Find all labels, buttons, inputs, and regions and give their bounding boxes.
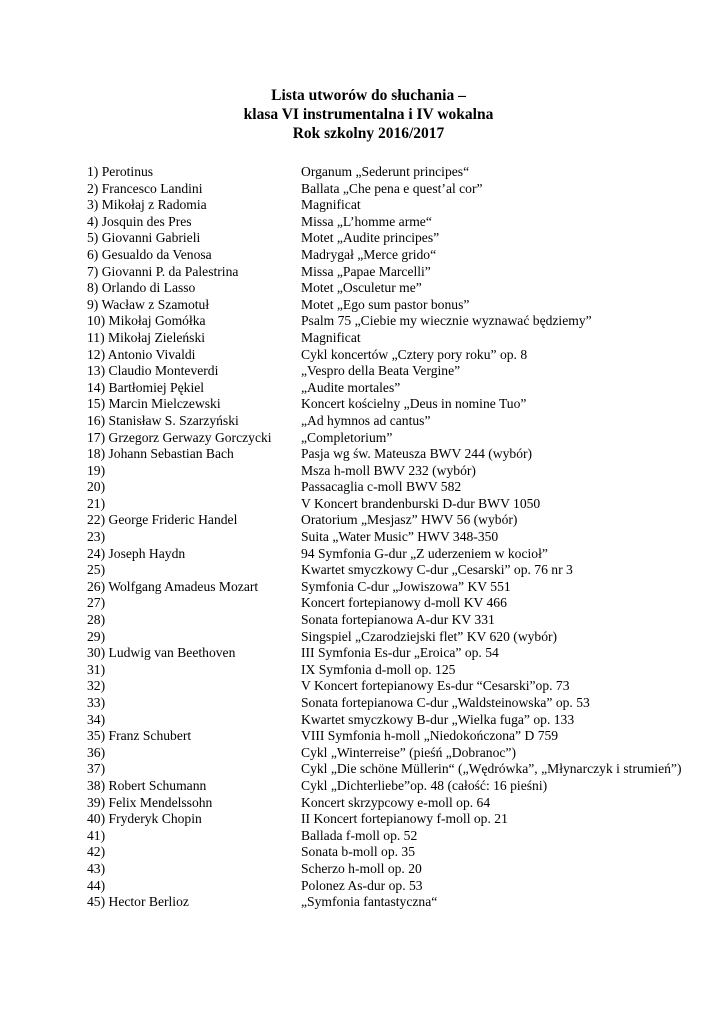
item-work-title: Koncert kościelny „Deus in nomine Tuo” xyxy=(301,396,527,412)
item-work-title: Suita „Water Music” HWV 348-350 xyxy=(301,529,499,545)
list-item xyxy=(87,811,687,828)
list-item xyxy=(87,529,687,546)
item-number-composer: 43) xyxy=(87,860,106,876)
item-work-title: Sonata fortepianowa C-dur „Waldsteinowska” op. 53 xyxy=(301,695,590,710)
item-work-title: Sonata b-moll op. 35 xyxy=(301,844,416,860)
item-work-title: Koncert fortepianowy d-moll KV 466 xyxy=(301,595,507,611)
list-item xyxy=(87,230,687,247)
item-number-composer: 27) xyxy=(87,595,106,611)
item-work-title: Cykl „Winterreise” (pieśń „Dobranoc”) xyxy=(301,744,516,760)
item-work-title: „Audite mortales” xyxy=(301,379,401,395)
item-number-composer: 7) Giovanni P. da Palestrina xyxy=(87,263,239,279)
item-work-title: Psalm 75 „Ciebie my wiecznie wyznawać będziemy” xyxy=(301,313,592,329)
item-work-title: Cykl „Dichterliebe”op. 48 (całość: 16 pieśni) xyxy=(301,777,548,793)
heading-line-2: klasa VI instrumentalna i IV wokalna xyxy=(243,106,494,123)
item-number-composer: 40) Fryderyk Chopin xyxy=(87,811,202,827)
item-number-composer: 42) xyxy=(87,844,106,860)
item-work-title: VIII Symfonia h-moll „Niedokończona” D 759 xyxy=(301,728,559,744)
item-number-composer: 24) Joseph Haydn xyxy=(87,545,186,561)
list-item xyxy=(87,844,687,861)
item-work-title: „Vespro della Beata Vergine” xyxy=(301,363,461,379)
list-item xyxy=(87,297,687,314)
item-work-title: III Symfonia Es-dur „Eroica” op. 54 xyxy=(301,645,499,661)
item-number-composer: 29) xyxy=(87,628,106,644)
list-item xyxy=(87,479,687,496)
item-work-title: Missa „L’homme arme“ xyxy=(301,213,432,229)
list-item xyxy=(87,330,687,347)
item-work-title: Madrygał „Merce grido“ xyxy=(301,246,437,262)
list-item xyxy=(87,795,687,812)
list-item xyxy=(87,512,687,529)
item-work-title: Ballata „Che pena e quest’al cor” xyxy=(301,180,483,196)
list-item xyxy=(87,197,687,214)
item-number-composer: 16) Stanisław S. Szarzyński xyxy=(87,412,239,428)
item-number-composer: 6) Gesualdo da Venosa xyxy=(87,246,212,262)
item-number-composer: 8) Orlando di Lasso xyxy=(87,280,196,296)
list-item xyxy=(87,595,687,612)
list-item xyxy=(87,546,687,563)
item-number-composer: 10) Mikołaj Gomółka xyxy=(87,313,206,329)
item-work-title: Kwartet smyczkowy C-dur „Cesarski” op. 76 nr 3 xyxy=(301,562,573,578)
item-number-composer: 18) Johann Sebastian Bach xyxy=(87,446,234,462)
item-work-title: Organum „Sederunt principes“ xyxy=(301,164,470,179)
item-work-title: Missa „Papae Marcelli” xyxy=(301,263,431,279)
item-work-title: V Koncert fortepianowy Es-dur “Cesarski”op. 73 xyxy=(301,678,570,694)
item-work-title: Symfonia C-dur „Jowiszowa” KV 551 xyxy=(301,578,511,594)
list-item xyxy=(87,828,687,845)
list-item xyxy=(87,612,687,629)
item-number-composer: 14) Bartłomiej Pękiel xyxy=(87,379,205,395)
list-item xyxy=(87,728,687,745)
item-number-composer: 23) xyxy=(87,529,106,545)
list-item xyxy=(87,347,687,364)
item-number-composer: 3) Mikołaj z Radomia xyxy=(87,197,207,213)
list-item xyxy=(87,463,687,480)
item-work-title: Motet „Osculetur me” xyxy=(301,280,422,296)
list-item xyxy=(87,861,687,878)
item-number-composer: 26) Wolfgang Amadeus Mozart xyxy=(87,578,259,594)
list-item xyxy=(87,496,687,513)
list-item xyxy=(87,662,687,679)
list-item xyxy=(87,678,687,695)
list-item xyxy=(87,363,687,380)
list-item xyxy=(87,695,687,712)
list-item xyxy=(87,164,687,181)
document-heading xyxy=(0,86,725,143)
list-item xyxy=(87,761,687,778)
list-item xyxy=(87,181,687,198)
item-number-composer: 45) Hector Berlioz xyxy=(87,894,189,910)
list-item xyxy=(87,280,687,297)
item-work-title: 94 Symfonia G-dur „Z uderzeniem w kocioł” xyxy=(301,545,548,561)
item-work-title: Pasja wg św. Mateusza BWV 244 (wybór) xyxy=(301,446,533,462)
item-number-composer: 19) xyxy=(87,462,106,478)
item-work-title: Sonata fortepianowa A-dur KV 331 xyxy=(301,612,495,628)
item-number-composer: 30) Ludwig van Beethoven xyxy=(87,645,236,661)
list-item xyxy=(87,264,687,281)
list-item xyxy=(87,413,687,430)
list-item xyxy=(87,629,687,646)
item-work-title: Singspiel „Czarodziejski flet” KV 620 (wybór) xyxy=(301,628,558,644)
list-item xyxy=(87,579,687,596)
item-number-composer: 28) xyxy=(87,612,106,628)
item-number-composer: 1) Perotinus xyxy=(87,164,154,179)
item-number-composer: 38) Robert Schumann xyxy=(87,777,207,793)
item-work-title: Motet „Audite principes” xyxy=(301,230,440,246)
item-number-composer: 32) xyxy=(87,678,106,694)
item-number-composer: 11) Mikołaj Zieleński xyxy=(87,329,206,345)
item-work-title: Oratorium „Mesjasz” HWV 56 (wybór) xyxy=(301,512,518,528)
item-number-composer: 39) Felix Mendelssohn xyxy=(87,794,213,810)
heading-line-1: Lista utworów do słuchania – xyxy=(271,87,466,104)
item-number-composer: 9) Wacław z Szamotuł xyxy=(87,296,210,312)
item-number-composer: 31) xyxy=(87,661,106,677)
item-work-title: Magnificat xyxy=(301,329,361,345)
item-work-title: II Koncert fortepianowy f-moll op. 21 xyxy=(301,811,508,827)
item-number-composer: 21) xyxy=(87,495,106,511)
item-number-composer: 20) xyxy=(87,479,106,495)
list-item xyxy=(87,214,687,231)
item-number-composer: 17) Grzegorz Gerwazy Gorczycki xyxy=(87,429,272,445)
item-number-composer: 35) Franz Schubert xyxy=(87,728,192,744)
item-work-title: Polonez As-dur op. 53 xyxy=(301,877,423,893)
item-work-title: Msza h-moll BWV 232 (wybór) xyxy=(301,462,476,478)
item-number-composer: 36) xyxy=(87,744,106,760)
heading-line-3: Rok szkolny 2016/2017 xyxy=(292,125,445,142)
item-number-composer: 25) xyxy=(87,562,106,578)
item-work-title: Motet „Ego sum pastor bonus” xyxy=(301,296,470,312)
list-item xyxy=(87,313,687,330)
item-work-title: Scherzo h-moll op. 20 xyxy=(301,860,422,876)
list-item xyxy=(87,878,687,895)
item-number-composer: 44) xyxy=(87,877,106,893)
list-item xyxy=(87,712,687,729)
list-item xyxy=(87,645,687,662)
item-work-title: Ballada f-moll op. 52 xyxy=(301,827,418,843)
item-number-composer: 15) Marcin Mielczewski xyxy=(87,396,221,412)
item-number-composer: 4) Josquin des Pres xyxy=(87,213,192,229)
item-number-composer: 2) Francesco Landini xyxy=(87,180,203,196)
list-item xyxy=(87,380,687,397)
item-work-title: Magnificat xyxy=(301,197,361,213)
item-work-title: „Ad hymnos ad cantus” xyxy=(301,412,431,428)
list-item xyxy=(87,446,687,463)
item-number-composer: 33) xyxy=(87,695,106,710)
item-work-title: „Completorium” xyxy=(301,429,393,445)
list-item xyxy=(87,745,687,762)
list-item xyxy=(87,778,687,795)
item-number-composer: 37) xyxy=(87,761,106,777)
item-number-composer: 13) Claudio Monteverdi xyxy=(87,363,219,379)
listening-list xyxy=(87,164,687,911)
item-work-title: „Symfonia fantastyczna“ xyxy=(301,894,438,910)
item-number-composer: 5) Giovanni Gabrieli xyxy=(87,230,201,246)
item-work-title: Passacaglia c-moll BWV 582 xyxy=(301,479,462,495)
item-work-title: Cykl „Die schöne Müllerin“ („Wędrówka”, „Młynarczyk i strumień”) xyxy=(301,761,682,777)
item-number-composer: 34) xyxy=(87,711,106,727)
list-item xyxy=(87,562,687,579)
item-number-composer: 12) Antonio Vivaldi xyxy=(87,346,196,362)
item-work-title: V Koncert brandenburski D-dur BWV 1050 xyxy=(301,495,541,511)
item-work-title: Kwartet smyczkowy B-dur „Wielka fuga” op. 133 xyxy=(301,711,575,727)
list-item xyxy=(87,894,687,911)
item-work-title: Koncert skrzypcowy e-moll op. 64 xyxy=(301,794,491,810)
list-item xyxy=(87,396,687,413)
list-item xyxy=(87,247,687,264)
item-number-composer: 41) xyxy=(87,827,106,843)
item-number-composer: 22) George Frideric Handel xyxy=(87,512,238,528)
list-item xyxy=(87,430,687,447)
item-work-title: IX Symfonia d-moll op. 125 xyxy=(301,661,456,677)
item-work-title: Cykl koncertów „Cztery pory roku” op. 8 xyxy=(301,346,528,362)
